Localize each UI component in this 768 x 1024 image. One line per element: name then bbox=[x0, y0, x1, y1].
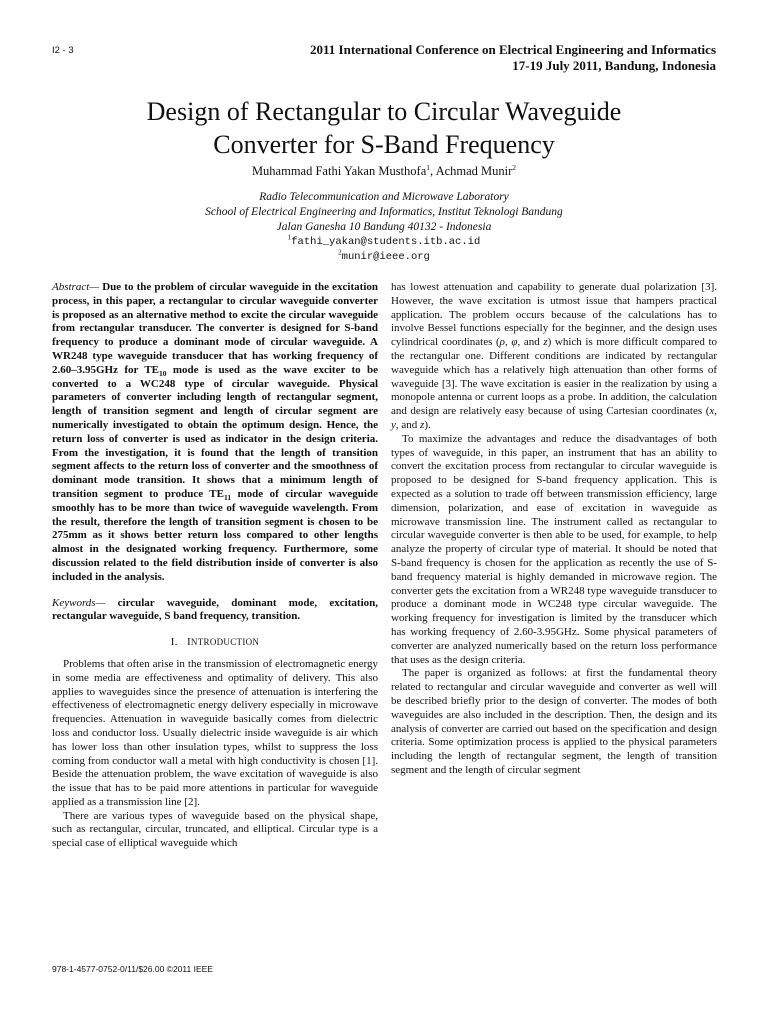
author-affil-mark: 1 bbox=[426, 162, 430, 172]
paragraph bbox=[391, 281, 717, 433]
copyright-footer: 978-1-4577-0752-0/11/$26.00 ©2011 IEEE bbox=[52, 964, 213, 974]
abstract-text: mode of circular waveguide smoothly has to be more than twice of waveguide wavelength. From the result, therefore the length of transition segment is chosen to be 275mm as it shows better return loss compared to other lengths almost in the designated working frequency. Furthermore, some discussion related to the field distribution inside of converter is also included in the analysis. bbox=[52, 487, 378, 583]
paragraph-text: , bbox=[714, 405, 717, 418]
paragraph-text: ) which is more difficult compared to the rectangular one. Different conditions are indicated by rectangular waveguide which has a relatively high attenuation than other forms of waveguide [3]. The wave excitation is easier in the realization by using a monopole antenna or current loops as a probe. In addition, the calculation and design are relatively easy because of using Cartesian coordinates ( bbox=[391, 336, 718, 418]
page-id: I2 - 3 bbox=[52, 45, 74, 56]
paragraph-text: ). bbox=[424, 418, 431, 431]
right-column bbox=[391, 281, 717, 778]
mode-subscript: 11 bbox=[223, 493, 232, 503]
math-symbol: z bbox=[420, 418, 425, 431]
email-address: fathi_yakan@students.itb.ac.id bbox=[291, 236, 481, 248]
abstract-text: mode is used as the wave exciter to be converted to a WC248 type of circular waveguide. Physical parameters of converter including length of rectangular segment, length of transition segment and length of circular segment are numerically investigated to obtain the optimum design. Hence, the return loss of converter is used as indicator in the design criteria. From the investigation, it is found that the length of transition segment affects to the return loss of converter and the smoothness of dominant mode transition. It shows that a minimum length of transition segment to produce TE bbox=[52, 363, 378, 500]
conference-name: 2011 International Conference on Electrical Engineering and Informatics bbox=[310, 42, 716, 57]
email-address: munir@ieee.org bbox=[341, 251, 430, 263]
section-title-rest: NTRODUCTION bbox=[190, 637, 260, 648]
math-symbol: ρ bbox=[499, 336, 505, 349]
abstract bbox=[52, 281, 378, 585]
paragraph-text: , and bbox=[517, 336, 544, 349]
keywords-text: circular waveguide, dominant mode, excitation, rectangular waveguide, S band frequency, transition. bbox=[52, 596, 378, 623]
keywords-lead: Keywords— bbox=[52, 596, 106, 609]
abstract-text: Due to the problem of circular waveguide in the excitation process, in this paper, a rectangular to circular waveguide converter is proposed as an alternative method to excite the circular waveguide from rectangular transducer. The converter is designed for S-band frequency to produce a dominant mode of circular waveguide. A WR248 type waveguide transducer that has working frequency of 2.60–3.95GHz for TE bbox=[52, 281, 378, 376]
conference-header bbox=[310, 42, 716, 74]
math-symbol: x bbox=[709, 405, 715, 418]
email-mark: 1 bbox=[287, 233, 292, 242]
section-heading bbox=[52, 636, 378, 650]
math-symbol: φ bbox=[511, 336, 518, 349]
author-email bbox=[0, 248, 768, 263]
abstract-lead: Abstract— bbox=[52, 281, 100, 293]
affiliation-address: Jalan Ganesha 10 Bandung 40132 - Indonesia bbox=[276, 221, 492, 233]
author-list bbox=[0, 164, 768, 179]
affiliation-lab: Radio Telecommunication and Microwave Laboratory bbox=[259, 191, 509, 203]
paragraph-text: , and bbox=[395, 418, 421, 431]
affiliation-school: School of Electrical Engineering and Informatics, Institut Teknologi Bandung bbox=[205, 206, 563, 218]
paragraph: The paper is organized as follows: at first the fundamental theory related to rectangular and circular waveguide and converter as well will be described briefly prior to the design of converter. The modes of both waveguides are also included in the description. Then, the design and its analysis of converter are carried out based on the specification and design criteria. Some optimization process is applied to the physical parameters including the length of rectangular segment, the length of transition segment and the length of circular segment bbox=[391, 667, 717, 776]
email-mark: 2 bbox=[338, 248, 342, 257]
mode-subscript: 10 bbox=[159, 368, 167, 378]
paper-title bbox=[0, 95, 768, 161]
math-symbol: y bbox=[391, 418, 396, 431]
author-affil-mark: 2 bbox=[512, 162, 517, 172]
keywords bbox=[52, 597, 378, 625]
paper-title-line2: Converter for S-Band Frequency bbox=[213, 130, 555, 159]
paragraph-text: has lowest attenuation and capability to generate dual polarization [3]. However, the wave excitation is utmost issue that hampers practical application. The problem occurs because of the calculations has to involve Bessel functions especially for the beginner, and the design uses cylindrical coordinates ( bbox=[391, 281, 717, 349]
paragraph-text: , bbox=[504, 336, 512, 349]
affiliation bbox=[0, 190, 768, 235]
author-name: Muhammad Fathi Yakan Musthofa bbox=[251, 164, 427, 178]
section-title-initial: I bbox=[186, 636, 191, 649]
author-email bbox=[0, 233, 768, 248]
paragraph: There are various types of waveguide based on the physical shape, such as rectangular, circular, truncated, and elliptical. Circular type is a special case of elliptical waveguide which bbox=[52, 809, 378, 850]
paper-title-line1: Design of Rectangular to Circular Waveguide bbox=[146, 97, 622, 126]
paragraph: To maximize the advantages and reduce the disadvantages of both types of waveguide, in this paper, an instrument that has an ability to convert the excitation process from rectangular to circular waveguide is proposed to be designed for S-band frequency application. This is expected as a solution to trade off between transmission efficiency, large dimension, polarization, and ease of excitation in waveguide as microwave transmission line. The instrument called as rectangular to circular waveguide converter is then able to be used, for example, to help analyze the property of circular type of material. It should be noted that S-band frequency is chosen for the application as recently the use of S-band frequency material is highly demanded in microwave region. The converter gets the excitation from a WR248 type waveguide transducer to produce a dominant mode in WC248 type circular waveguide. The working frequency for investigation is limited by the transducer which has working frequency of 2.60-3.95GHz. Some physical parameters of converter are analyzed numerically based on the return loss performance that uses as the design criteria. bbox=[391, 432, 717, 666]
author-separator: , bbox=[430, 164, 436, 178]
author-name: Achmad Munir bbox=[435, 164, 513, 178]
section-number: I. bbox=[170, 636, 178, 649]
math-symbol: z bbox=[543, 336, 548, 349]
paragraph: Problems that often arise in the transmission of electromagnetic energy in some media are effectiveness and optimality of delivery. This also applies to waveguides since the presence of attenuation is interfering the effectiveness of electromagnetic energy delivery especially in microwave frequencies. Attenuation in waveguide basically comes from dielectric loss and conductor loss. Usually dielectric inside waveguide is air which has lower loss than other insulation types, whilst to suppress the loss coming from conductor wall a metal with high conductivity is chosen [1]. Beside the attenuation problem, the wave excitation of waveguide is also the issue that has to be paid more attentions in particular for waveguide applied as a transmission line [2]. bbox=[52, 657, 378, 808]
left-column bbox=[52, 281, 378, 851]
conference-date-location: 17-19 July 2011, Bandung, Indonesia bbox=[512, 58, 716, 73]
